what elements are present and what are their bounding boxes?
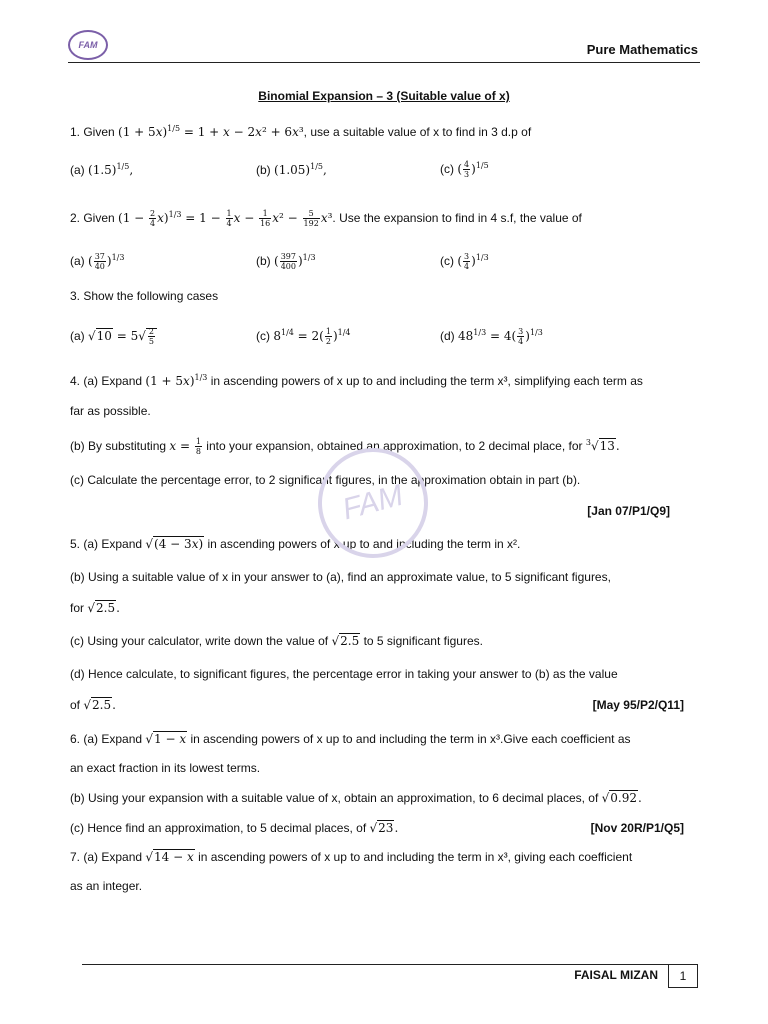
q1-part-c: (c) ( $\frac{4}{3}$ )$^{1/5}$ [440,160,489,179]
fam-watermark: FAM [306,436,441,571]
fam-logo: FAM [68,30,108,60]
q6-part-b: (b) Using your expansion with a suitable value of x, obtain an approximation, to 6 decimal places, of √0.92. [70,791,642,805]
q2-part-c: (c) ( $\frac{3}{4}$ )$^{1/3}$ [440,252,489,271]
q2-part-a: (a) ( $\frac{37}{40}$ )$^{1/3}$ [70,252,125,271]
q5-part-b: (b) Using a suitable value of x in your answer to (a), find an approximate value, to 5 significant figures, [70,570,611,584]
footer-divider [82,964,698,965]
header-divider [68,62,700,63]
q7-part-a-cont: as an integer. [70,879,143,893]
q5-part-c: (c) Using your calculator, write down the value of √2.5 to 5 significant figures. [70,634,483,648]
q4-part-a-cont: far as possible. [70,404,151,418]
q3-part-a: (a) √10 = 5√ $\frac{2}{5}$ [70,327,157,346]
q1-part-a: (a) $(1.5)^{1/5}$, [70,162,134,177]
q6-part-a-cont: an exact fraction in its lowest terms. [70,761,261,775]
document-title: Binomial Expansion – 3 (Suitable value of x) [258,89,510,103]
q6-part-c: (c) Hence find an approximation, to 5 decimal places, of √23. [70,821,399,835]
q3-part-c: (c) $8^{1/4} = 2$( $\frac{1}{2}$ )$^{1/4}$ [256,327,351,346]
q1-part-b: (b) $(1.05)^{1/5}$, [256,162,327,177]
q4-reference: [Jan 07/P1/Q9] [587,504,670,518]
q5-part-a: 5. (a) Expand √(4 − 3x) in ascending powers of x up to and including the term in x². [70,537,521,551]
q4-part-a: 4. (a) Expand $(1 + 5x)^{1/3}$ in ascending powers of x up to and including the term x³, simplifying each term as [70,373,643,388]
q4-part-c: (c) Calculate the percentage error, to 2 significant figures, in the approximation obtain in part (b). [70,473,581,487]
header-title: Pure Mathematics [586,42,698,57]
question-3: 3. Show the following cases [70,289,219,303]
q7-part-a: 7. (a) Expand √14 − x in ascending powers of x up to and including the term in x³, giving each coefficient [70,850,633,864]
q6-reference: [Nov 20R/P1/Q5] [590,821,684,835]
author-name: FAISAL MIZAN [574,968,658,982]
q2-part-b: (b) ( $\frac{397}{400}$ )$^{1/3}$ [256,252,316,271]
q3-part-d: (d) $48^{1/3} = 4$( $\frac{3}{4}$ )$^{1/3}$ [440,327,543,346]
q5-part-d-cont: of √2.5. [70,698,116,712]
q5-reference: [May 95/P2/Q11] [592,698,684,712]
q4-part-b: (b) By substituting x = $\frac{1}{8}$ into your expansion, obtained an approximation, to 2 decimal place, for $^3$√13. [70,437,620,456]
question-1: 1. Given $(1 + 5x)^{1/5} = 1 + x - 2x^2 + 6x^3$, use a suitable value of x to find in 3 d.p of [70,124,532,139]
page-number: 1 [668,964,698,988]
q5-part-b-cont: for √2.5. [70,601,120,615]
q6-part-a: 6. (a) Expand √1 − x in ascending powers of x up to and including the term in x³.Give each coefficient as [70,732,631,746]
question-2: 2. Given (1 − $\frac{2}{4}$ x)$^{1/3}$ = 1 − $\frac{1}{4}$ x − $\frac{1}{16}$ x² − $\frac{5}{192}$ x³. Use the expansion to find in 4 s.f, the value of [70,209,582,228]
q5-part-d: (d) Hence calculate, to significant figures, the percentage error in taking your answer to (b) as the value [70,667,618,681]
